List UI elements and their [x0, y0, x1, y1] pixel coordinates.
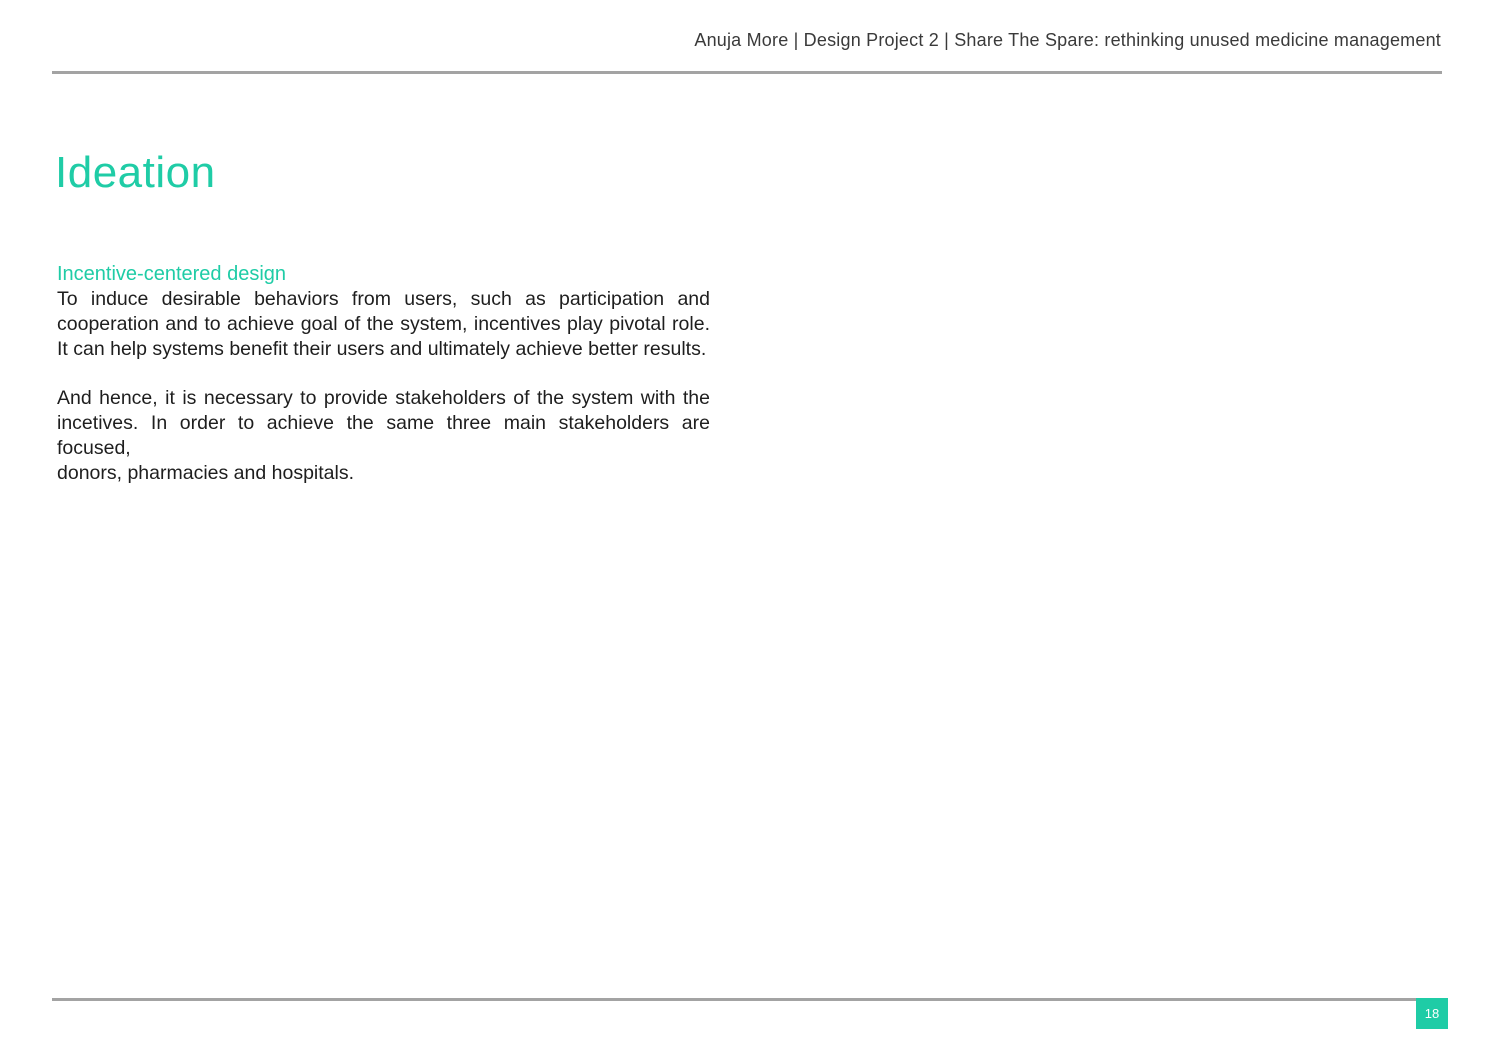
document-header: Anuja More | Design Project 2 | Share The Spare: rethinking unused medicine management — [694, 30, 1441, 50]
section-heading: Incentive-centered design — [57, 263, 287, 285]
header-divider — [52, 71, 1442, 74]
page-title: Ideation — [55, 148, 216, 197]
page-number-badge: 18 — [1416, 998, 1448, 1029]
body-paragraph: donors, pharmacies and hospitals. — [57, 462, 355, 484]
incentive-section — [57, 262, 710, 486]
footer-divider — [52, 998, 1442, 1001]
body-paragraph: To induce desirable behaviors from users, such as participation and cooperation and to achieve goal of the system, incentives play pivotal role. It can help systems benefit their users and ultimately achieve better results. — [57, 288, 710, 360]
body-paragraph: And hence, it is necessary to provide stakeholders of the system with the incetives. In order to achieve the same three main stakeholders are focused, — [57, 387, 710, 459]
